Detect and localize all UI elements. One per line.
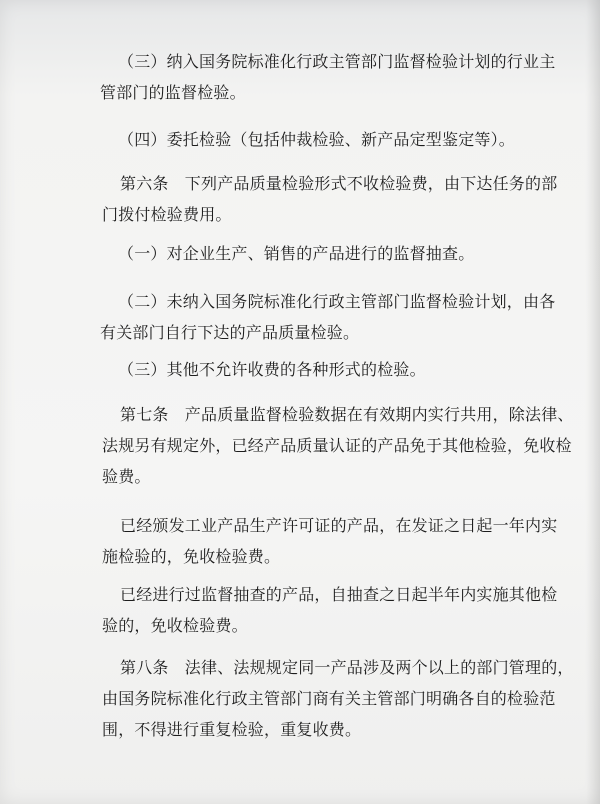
paragraph-line: 围，不得进行重复检验，重复收费。	[102, 720, 362, 739]
paragraph-3-supervision-plan	[100, 46, 574, 108]
paragraph-line: 管部门的监督检验。	[100, 83, 246, 102]
article-7-spot-check-exemption	[102, 579, 558, 641]
paragraph-line: 验的，免收检验费。	[102, 616, 248, 635]
paragraph-line: 第六条 下列产品质量检验形式不收检验费，由下达任务的部	[120, 174, 558, 193]
paragraph-line: 门拨付检验费用。	[102, 205, 232, 224]
paragraph-line: 验费。	[102, 467, 151, 486]
paragraph-3-other-free	[118, 354, 574, 385]
paragraph-2-not-in-plan	[100, 286, 574, 348]
paragraph-line: （二）未纳入国务院标准化行政主管部门监督检验计划，由各	[118, 292, 556, 311]
article-7-license-exemption	[102, 510, 558, 572]
paragraph-line: 已经颁发工业产品生产许可证的产品，在发证之日起一年内实	[120, 516, 558, 535]
paragraph-line: （一）对企业生产、销售的产品进行的监督抽查。	[118, 244, 475, 263]
article-6	[102, 168, 558, 230]
paragraph-line: 有关部门自行下达的产品质量检验。	[100, 323, 360, 342]
paragraph-line: （四）委托检验（包括仲裁检验、新产品定型鉴定等）。	[118, 130, 516, 149]
page-edge-shadow	[586, 0, 600, 804]
paragraph-line: 法规另有规定外，已经产品质量认证的产品免于其他检验，免收检	[102, 436, 572, 455]
paragraph-line: 已经进行过监督抽查的产品，自抽查之日起半年内实施其他检	[120, 585, 558, 604]
paragraph-4-entrusted-inspection	[118, 124, 574, 155]
paragraph-line: （三）纳入国务院标准化行政主管部门监督检验计划的行业主	[118, 52, 556, 71]
paragraph-line: （三）其他不允许收费的各种形式的检验。	[118, 360, 426, 379]
paragraph-line: 施检验的，免收检验费。	[102, 547, 281, 566]
paragraph-line: 第八条 法律、法规规定同一产品涉及两个以上的部门管理的，	[120, 658, 574, 677]
paragraph-line: 第七条 产品质量监督检验数据在有效期内实行共用，除法律、	[120, 405, 574, 424]
paragraph-line: 由国务院标准化行政主管部门商有关主管部门明确各自的检验范	[102, 689, 556, 708]
article-8	[102, 652, 574, 745]
article-7	[102, 399, 574, 492]
paragraph-1-spot-check	[118, 238, 574, 269]
